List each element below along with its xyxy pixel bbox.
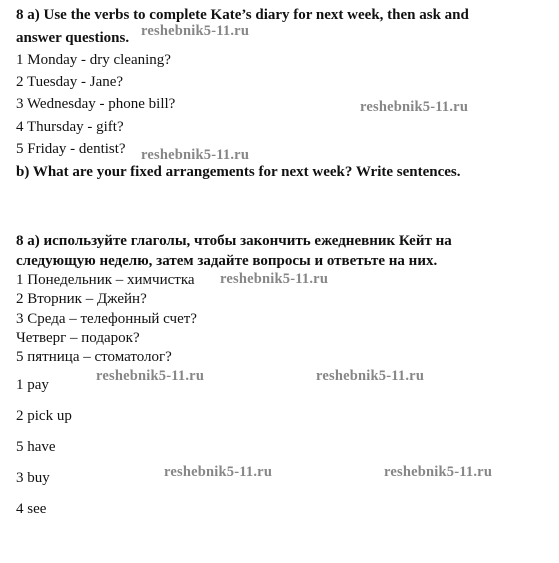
diary-item-wednesday: 3 Wednesday - phone bill? [16,96,176,112]
ru-diary-item-thursday: Четверг – подарок? [16,330,140,346]
watermark: reshebnik5-11.ru [141,23,250,39]
watermark: reshebnik5-11.ru [384,464,493,480]
answer-have: 5 have [16,439,56,455]
ru-diary-item-friday: 5 пятница – стоматолог? [16,349,172,365]
task-b-heading: b) What are your fixed arrangements for next week? Write sentences. [16,164,461,180]
ru-diary-item-wednesday: 3 Среда – телефонный счет? [16,311,197,327]
watermark: reshebnik5-11.ru [316,368,425,384]
diary-item-monday: 1 Monday - dry cleaning? [16,52,171,68]
ru-task-a-heading-line2: следующую неделю, затем задайте вопросы и ответьте на них. [16,253,438,269]
ru-diary-item-tuesday: 2 Вторник – Джейн? [16,291,147,307]
diary-item-thursday: 4 Thursday - gift? [16,119,124,135]
ru-task-a-heading-line1: 8 а) используйте глаголы, чтобы закончить ежедневник Кейт на [16,233,452,249]
watermark: reshebnik5-11.ru [141,147,250,163]
diary-item-tuesday: 2 Tuesday - Jane? [16,74,124,90]
answer-pay: 1 pay [16,377,49,393]
watermark: reshebnik5-11.ru [96,368,205,384]
task-a-heading-line2: answer questions. [16,30,130,46]
answer-pick-up: 2 pick up [16,408,72,424]
answer-buy: 3 buy [16,470,50,486]
task-a-heading-line1: 8 a) Use the verbs to complete Kate’s diary for next week, then ask and [16,7,469,23]
answer-see: 4 see [16,501,47,517]
ru-diary-item-monday: 1 Понедельник – химчистка [16,272,195,288]
watermark: reshebnik5-11.ru [164,464,273,480]
diary-item-friday: 5 Friday - dentist? [16,141,126,157]
watermark: reshebnik5-11.ru [360,99,469,115]
watermark: reshebnik5-11.ru [220,271,329,287]
